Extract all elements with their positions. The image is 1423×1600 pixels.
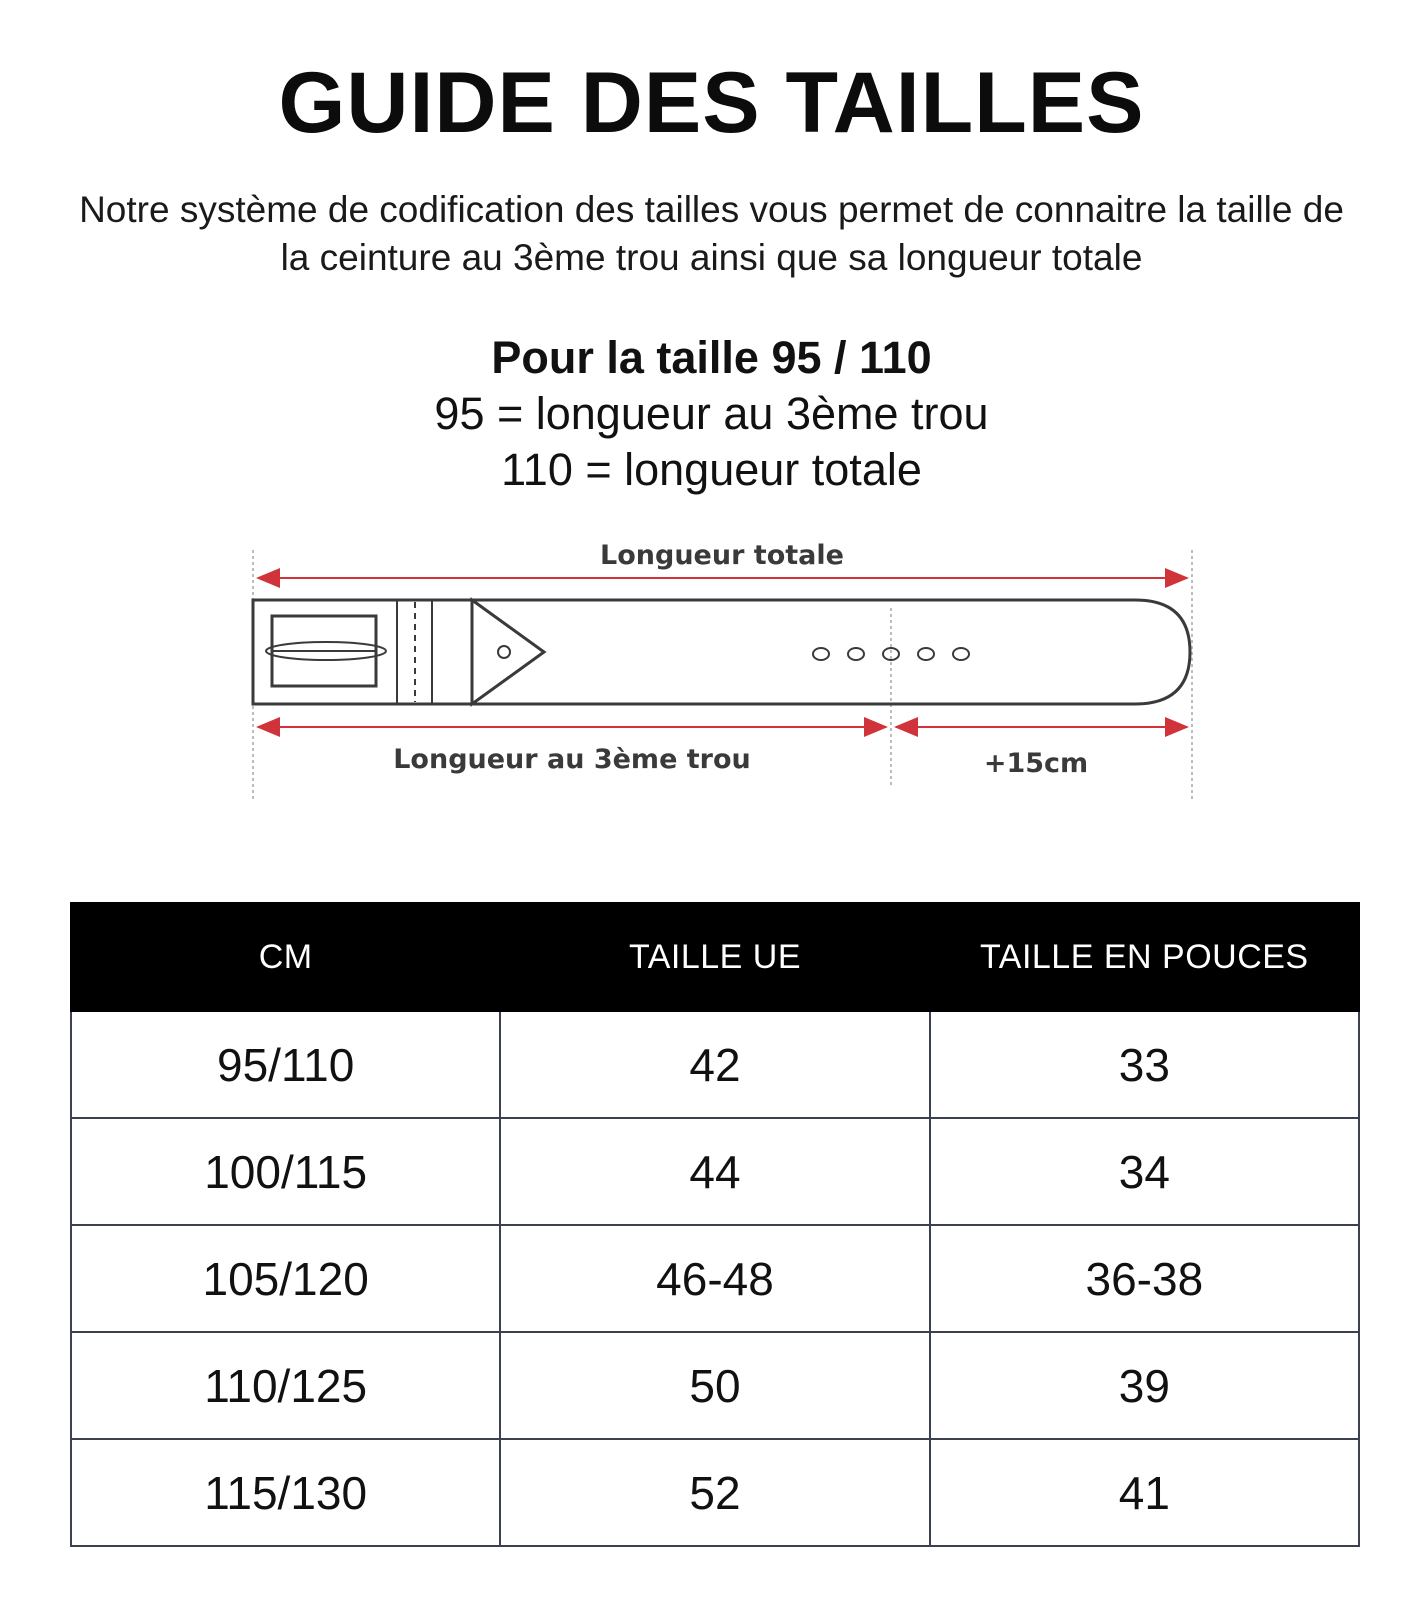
example-line-total: 110 = longueur totale xyxy=(501,444,922,495)
cell-taille-pouces: 39 xyxy=(930,1332,1359,1439)
example-title: Pour la taille 95 / 110 xyxy=(491,332,932,383)
table-row xyxy=(71,1011,1359,1118)
belt-diagram xyxy=(90,536,1370,856)
cell-taille-ue: 42 xyxy=(500,1011,929,1118)
header-taille-pouces: TAILLE EN POUCES xyxy=(930,903,1359,1011)
table-row xyxy=(71,1225,1359,1332)
cell-taille-pouces: 41 xyxy=(930,1439,1359,1546)
label-extra-length: +15cm xyxy=(983,748,1089,779)
belt-strap xyxy=(253,600,1190,704)
cell-taille-pouces: 36-38 xyxy=(930,1225,1359,1332)
belt-hole-4 xyxy=(918,648,934,660)
label-third-hole-length: Longueur au 3ème trou xyxy=(393,744,751,775)
cell-taille-ue: 52 xyxy=(500,1439,929,1546)
cell-taille-ue: 44 xyxy=(500,1118,929,1225)
example-line-third-hole: 95 = longueur au 3ème trou xyxy=(434,388,989,439)
table-row xyxy=(71,1439,1359,1546)
belt-rivet xyxy=(498,646,510,658)
size-example xyxy=(0,330,1423,498)
cell-cm: 95/110 xyxy=(71,1011,500,1118)
belt-diagram-svg xyxy=(90,536,1370,856)
label-total-length: Longueur totale xyxy=(600,540,844,571)
cell-cm: 100/115 xyxy=(71,1118,500,1225)
belt-tip-flap xyxy=(472,600,544,704)
cell-cm: 115/130 xyxy=(71,1439,500,1546)
cell-cm: 110/125 xyxy=(71,1332,500,1439)
header-cm: CM xyxy=(71,903,500,1011)
cell-taille-ue: 50 xyxy=(500,1332,929,1439)
size-table xyxy=(70,902,1360,1547)
cell-taille-ue: 46-48 xyxy=(500,1225,929,1332)
table-row xyxy=(71,1332,1359,1439)
belt-hole-2 xyxy=(848,648,864,660)
belt-hole-5 xyxy=(953,648,969,660)
page-title: GUIDE DES TAILLES xyxy=(278,55,1145,151)
header-taille-ue: TAILLE UE xyxy=(500,903,929,1011)
belt-hole-1 xyxy=(813,648,829,660)
table-row xyxy=(71,1118,1359,1225)
cell-cm: 105/120 xyxy=(71,1225,500,1332)
cell-taille-pouces: 34 xyxy=(930,1118,1359,1225)
cell-taille-pouces: 33 xyxy=(930,1011,1359,1118)
intro-text: Notre système de codification des tailles vous permet de connaitre la taille de la ceinture au 3ème trou ainsi que sa longueur totale xyxy=(79,189,1344,278)
table-header-row xyxy=(71,903,1359,1011)
